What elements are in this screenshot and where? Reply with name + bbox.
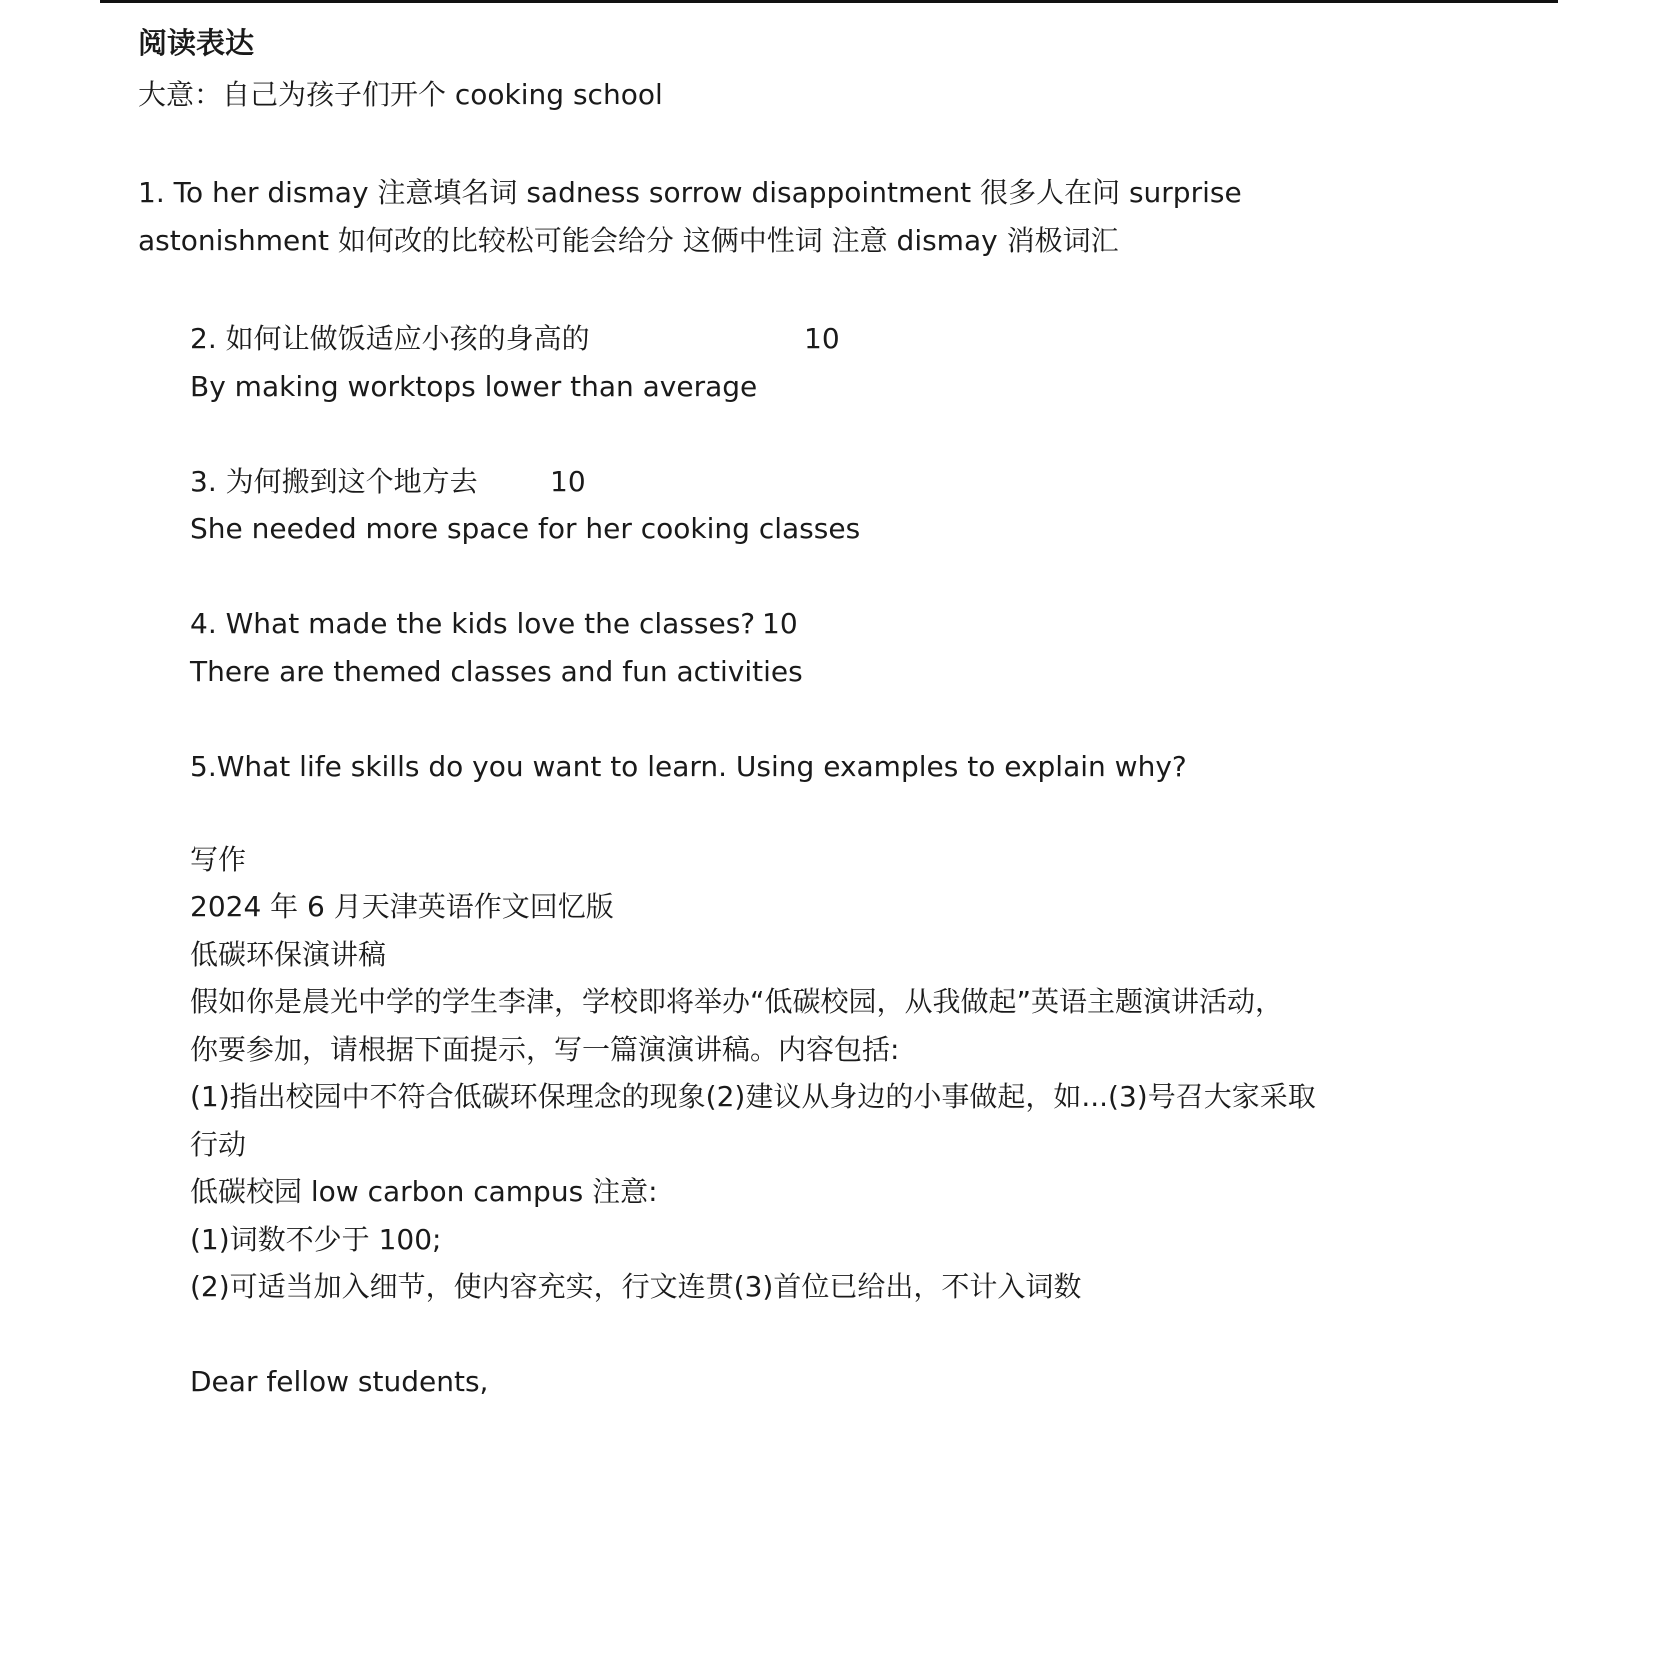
top-rule <box>100 0 1558 3</box>
q2-question: 2. 如何让做饭适应小孩的身高的 <box>190 322 590 355</box>
writing-topic: 低碳环保演讲稿 <box>190 938 387 971</box>
writing-prompt-line-3: (1)指出校园中不符合低碳环保理念的现象(2)建议从身边的小事做起，如...(3)号召大家采取 <box>190 1080 1316 1113</box>
reading-summary: 大意：自己为孩子们开个 cooking school <box>138 78 663 111</box>
writing-opening: Dear fellow students, <box>190 1365 489 1398</box>
q4-question: 4. What made the kids love the classes? <box>190 607 756 640</box>
writing-source: 2024 年 6 月天津英语作文回忆版 <box>190 890 614 923</box>
q4-answer: There are themed classes and fun activities <box>190 655 803 688</box>
writing-prompt-line-2: 你要参加，请根据下面提示，写一篇演演讲稿。内容包括: <box>190 1033 900 1066</box>
writing-note: 低碳校园 low carbon campus 注意: <box>190 1175 658 1208</box>
writing-requirement-1: (1)词数不少于 100; <box>190 1223 442 1256</box>
q2-answer: By making worktops lower than average <box>190 370 758 403</box>
q3-answer: She needed more space for her cooking classes <box>190 512 861 545</box>
q3-score: 10 <box>550 465 586 498</box>
q2-score: 10 <box>804 322 840 355</box>
writing-prompt-line-1: 假如你是晨光中学的学生李津，学校即将举办“低碳校园，从我做起”英语主题演讲活动， <box>190 985 1284 1018</box>
q5-question: 5.What life skills do you want to learn. Using examples to explain why? <box>190 750 1187 783</box>
writing-prompt-line-4: 行动 <box>190 1128 247 1161</box>
writing-requirement-2: (2)可适当加入细节，使内容充实，行文连贯(3)首位已给出，不计入词数 <box>190 1270 1082 1303</box>
reading-heading: 阅读表达 <box>138 26 255 60</box>
writing-heading: 写作 <box>190 843 247 876</box>
q3-question: 3. 为何搬到这个地方去 <box>190 465 478 498</box>
q1-line-2: astonishment 如何改的比较松可能会给分 这俩中性词 注意 dismay 消极词汇 <box>138 224 1119 257</box>
q1-line-1: 1. To her dismay 注意填名词 sadness sorrow disappointment 很多人在问 surprise <box>138 176 1242 209</box>
q4-score: 10 <box>762 607 798 640</box>
